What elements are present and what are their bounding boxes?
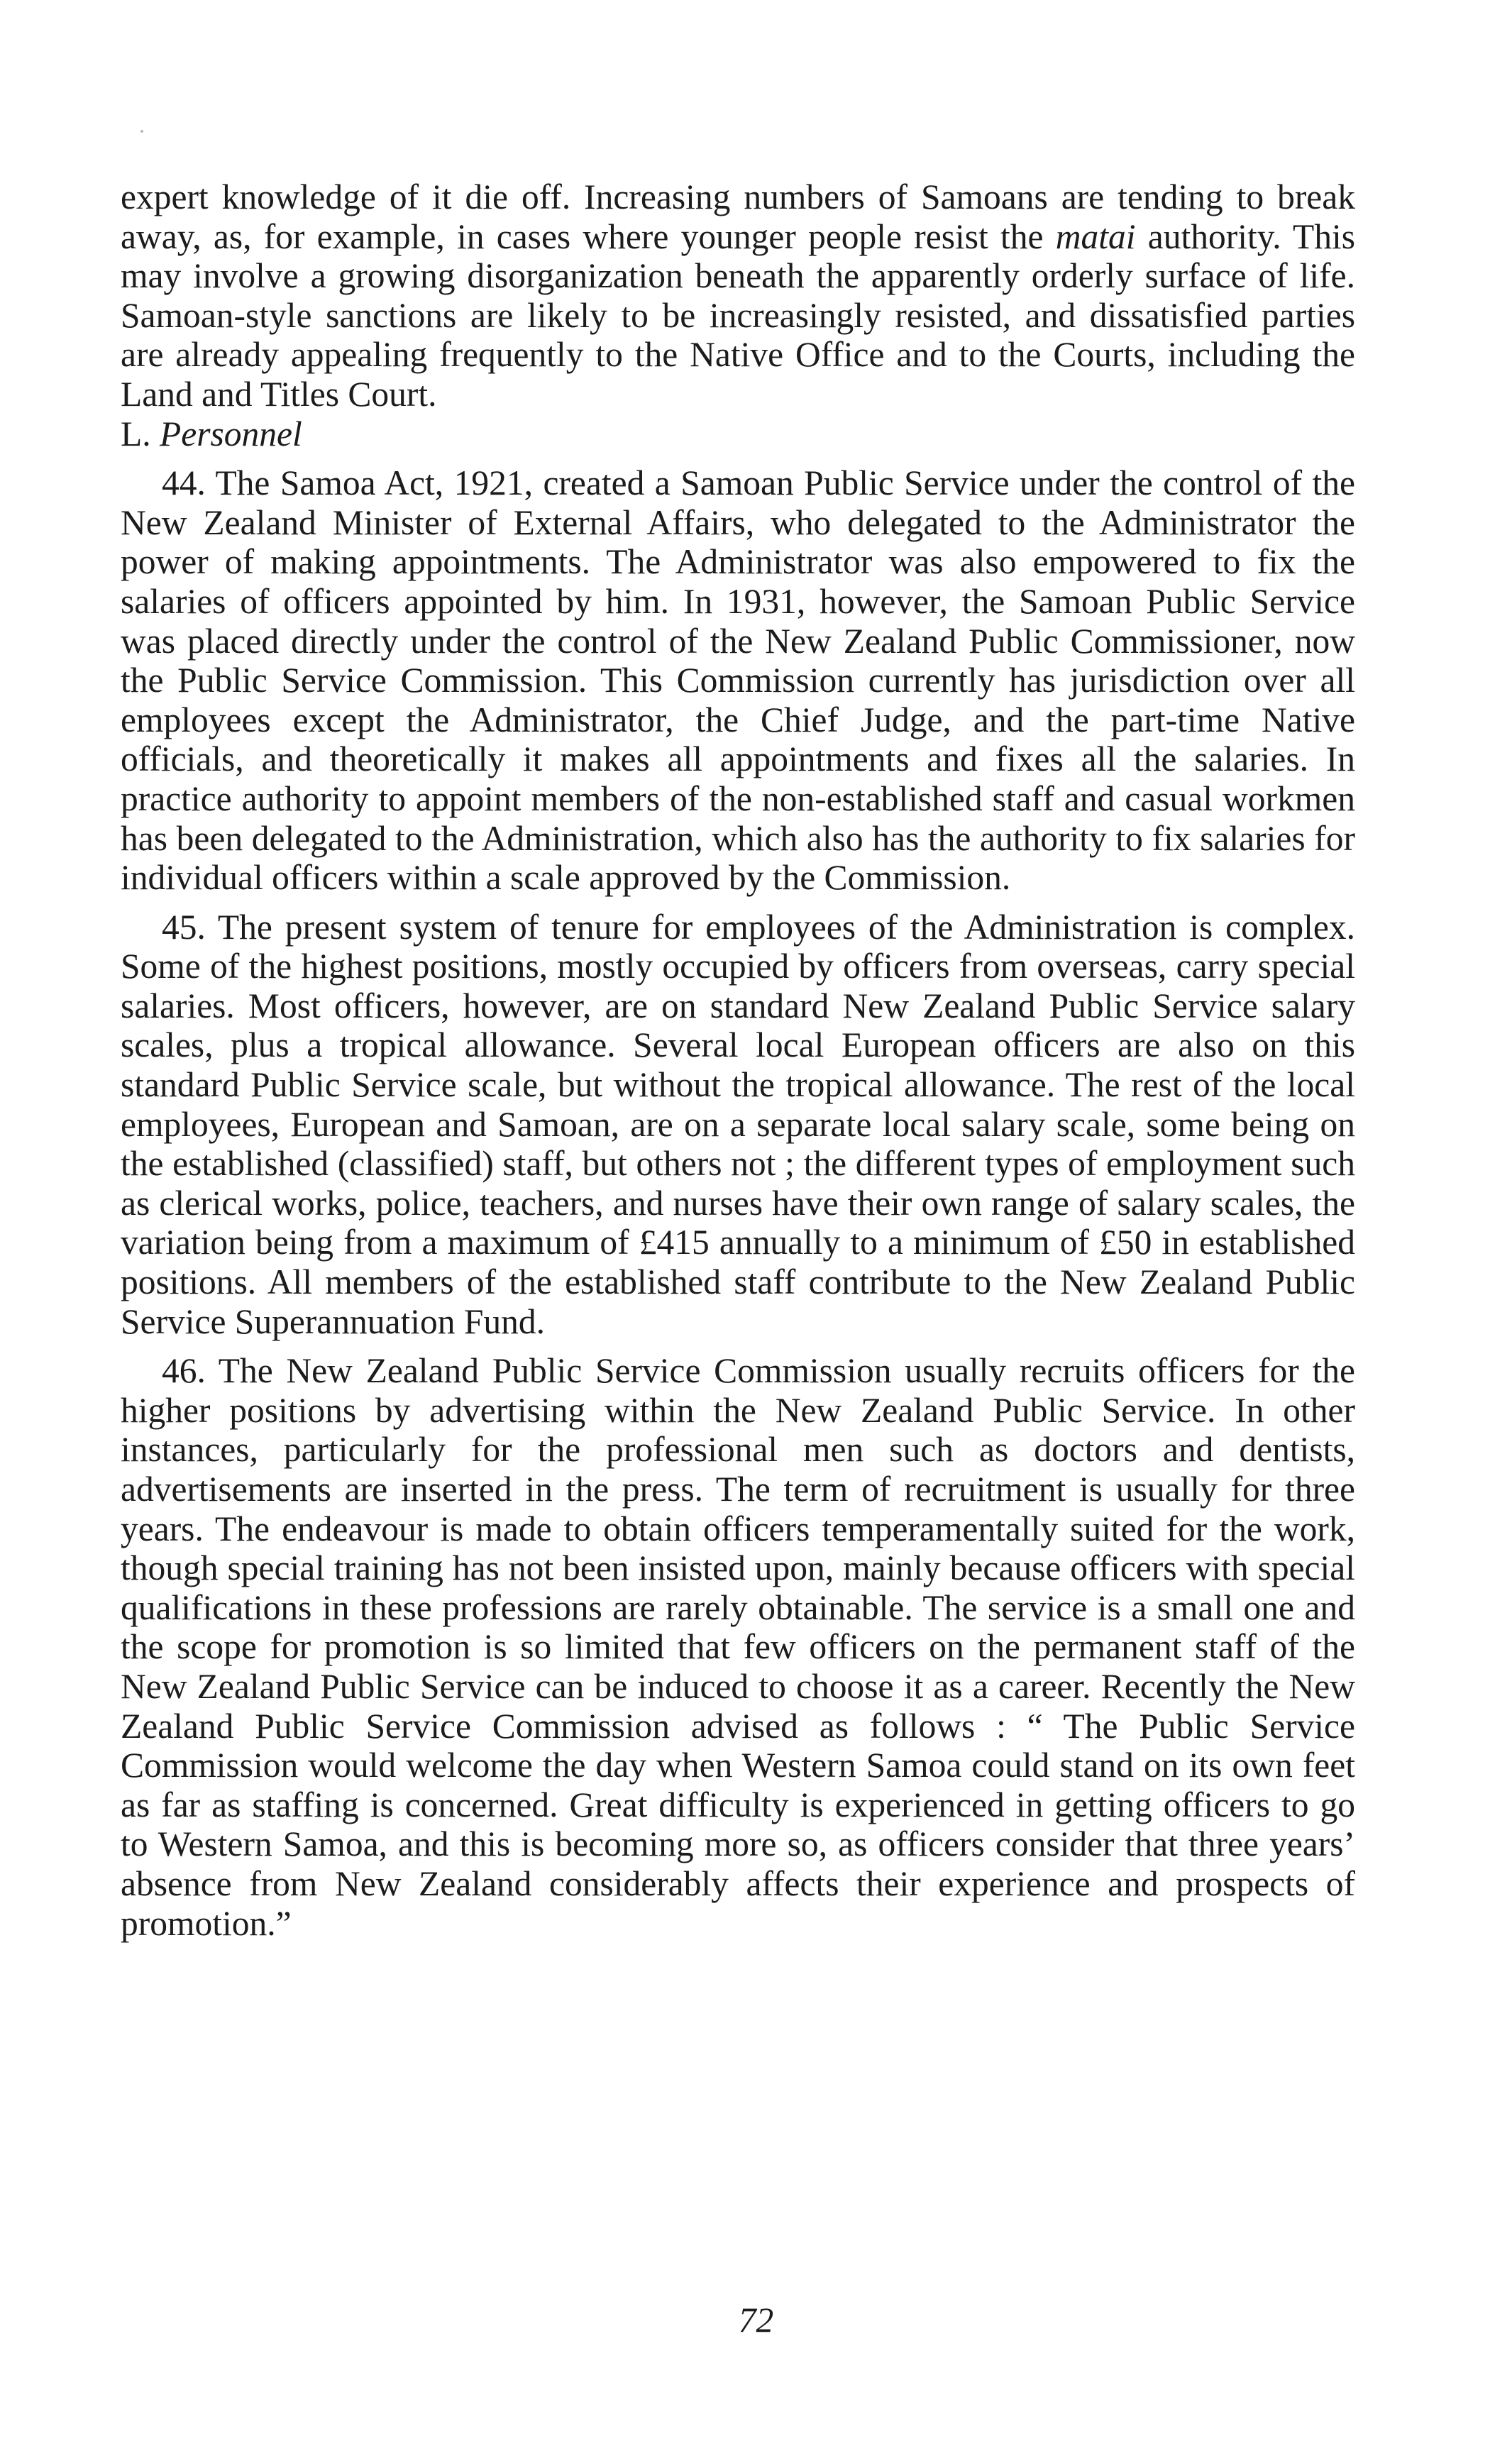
section-title: Personnel xyxy=(160,414,302,453)
section-letter: L. xyxy=(121,414,151,453)
page-number: 72 xyxy=(738,2301,774,2340)
paragraph-46: 46. The New Zealand Public Service Commission usually recruits officers for the higher positions by advertising within the New Zealand Public Service. In other instances, particularly for the professional men such as doctors and dentists, advertisements are inserted in the press. The term of recruitment is usually for three years. The endeavour is made to obtain officers temperamentally suited for the work, though special training has not been insisted upon, mainly because officers with special qualifications in these professions are rarely obtainable. The service is a small one and the scope for promotion is so limited that few officers on the permanent staff of the New Zealand Public Service can be induced to choose it as a career. Recently the New Zealand Public Service Commission advised as follows : “ The Public Service Commission would welcome the day when Western Samoa could stand on its own feet as far as staffing is concerned. Great difficulty is experienced in getting officers to go to Western Samoa, and this is becoming more so, as officers consider that three years’ absence from New Zealand considerably affects their experience and prospects of promotion.” xyxy=(121,1351,1355,1943)
paragraph-text: authority. This may involve a growing disorganization beneath the apparently orderly surface of life. Samoan-style sanctions are likely to be increasingly resisted, and dissatisfied parties are already appealing frequently to the Native Office and to the Courts, including the Land and Titles Court. xyxy=(121,216,1355,414)
stray-mark xyxy=(140,130,143,133)
paragraph-text: expert knowledge of it die off. Increasing numbers of Samoans are tending to break away, as, for example, in cases where younger people resist the xyxy=(121,177,1355,256)
page-body xyxy=(121,177,1355,1943)
paragraph-continuation xyxy=(121,177,1355,414)
italic-term-matai: matai xyxy=(1055,216,1136,256)
paragraph-44: 44. The Samoa Act, 1921, created a Samoan Public Service under the control of the New Zealand Minister of External Affairs, who delegated to the Administrator the power of making appointments. The Administrator was also empowered to fix the salaries of officers appointed by him. In 1931, however, the Samoan Public Service was placed directly under the control of the New Zealand Public Commissioner, now the Public Service Commission. This Commission currently has jurisdiction over all employees except the Administrator, the Chief Judge, and the part-time Native officials, and theoretically it makes all appointments and fixes all the salaries. In practice authority to appoint members of the non-established staff and casual workmen has been delegated to the Administration, which also has the authority to fix salaries for individual officers within a scale approved by the Commission. xyxy=(121,463,1355,898)
section-heading xyxy=(121,414,1355,454)
paragraph-45: 45. The present system of tenure for employees of the Administration is complex. Some of the highest positions, mostly occupied by officers from overseas, carry special salaries. Most officers, however, are on standard New Zealand Public Service salary scales, plus a tropical allowance. Several local European officers are also on this standard Public Service scale, but without the tropical allowance. The rest of the local employees, European and Samoan, are on a separate local salary scale, some being on the established (classified) staff, but others not ; the different types of employment such as clerical works, police, teachers, and nurses have their own range of salary scales, the variation being from a maximum of £415 annually to a minimum of £50 in established positions. All members of the established staff contribute to the New Zealand Public Service Superannuation Fund. xyxy=(121,907,1355,1341)
